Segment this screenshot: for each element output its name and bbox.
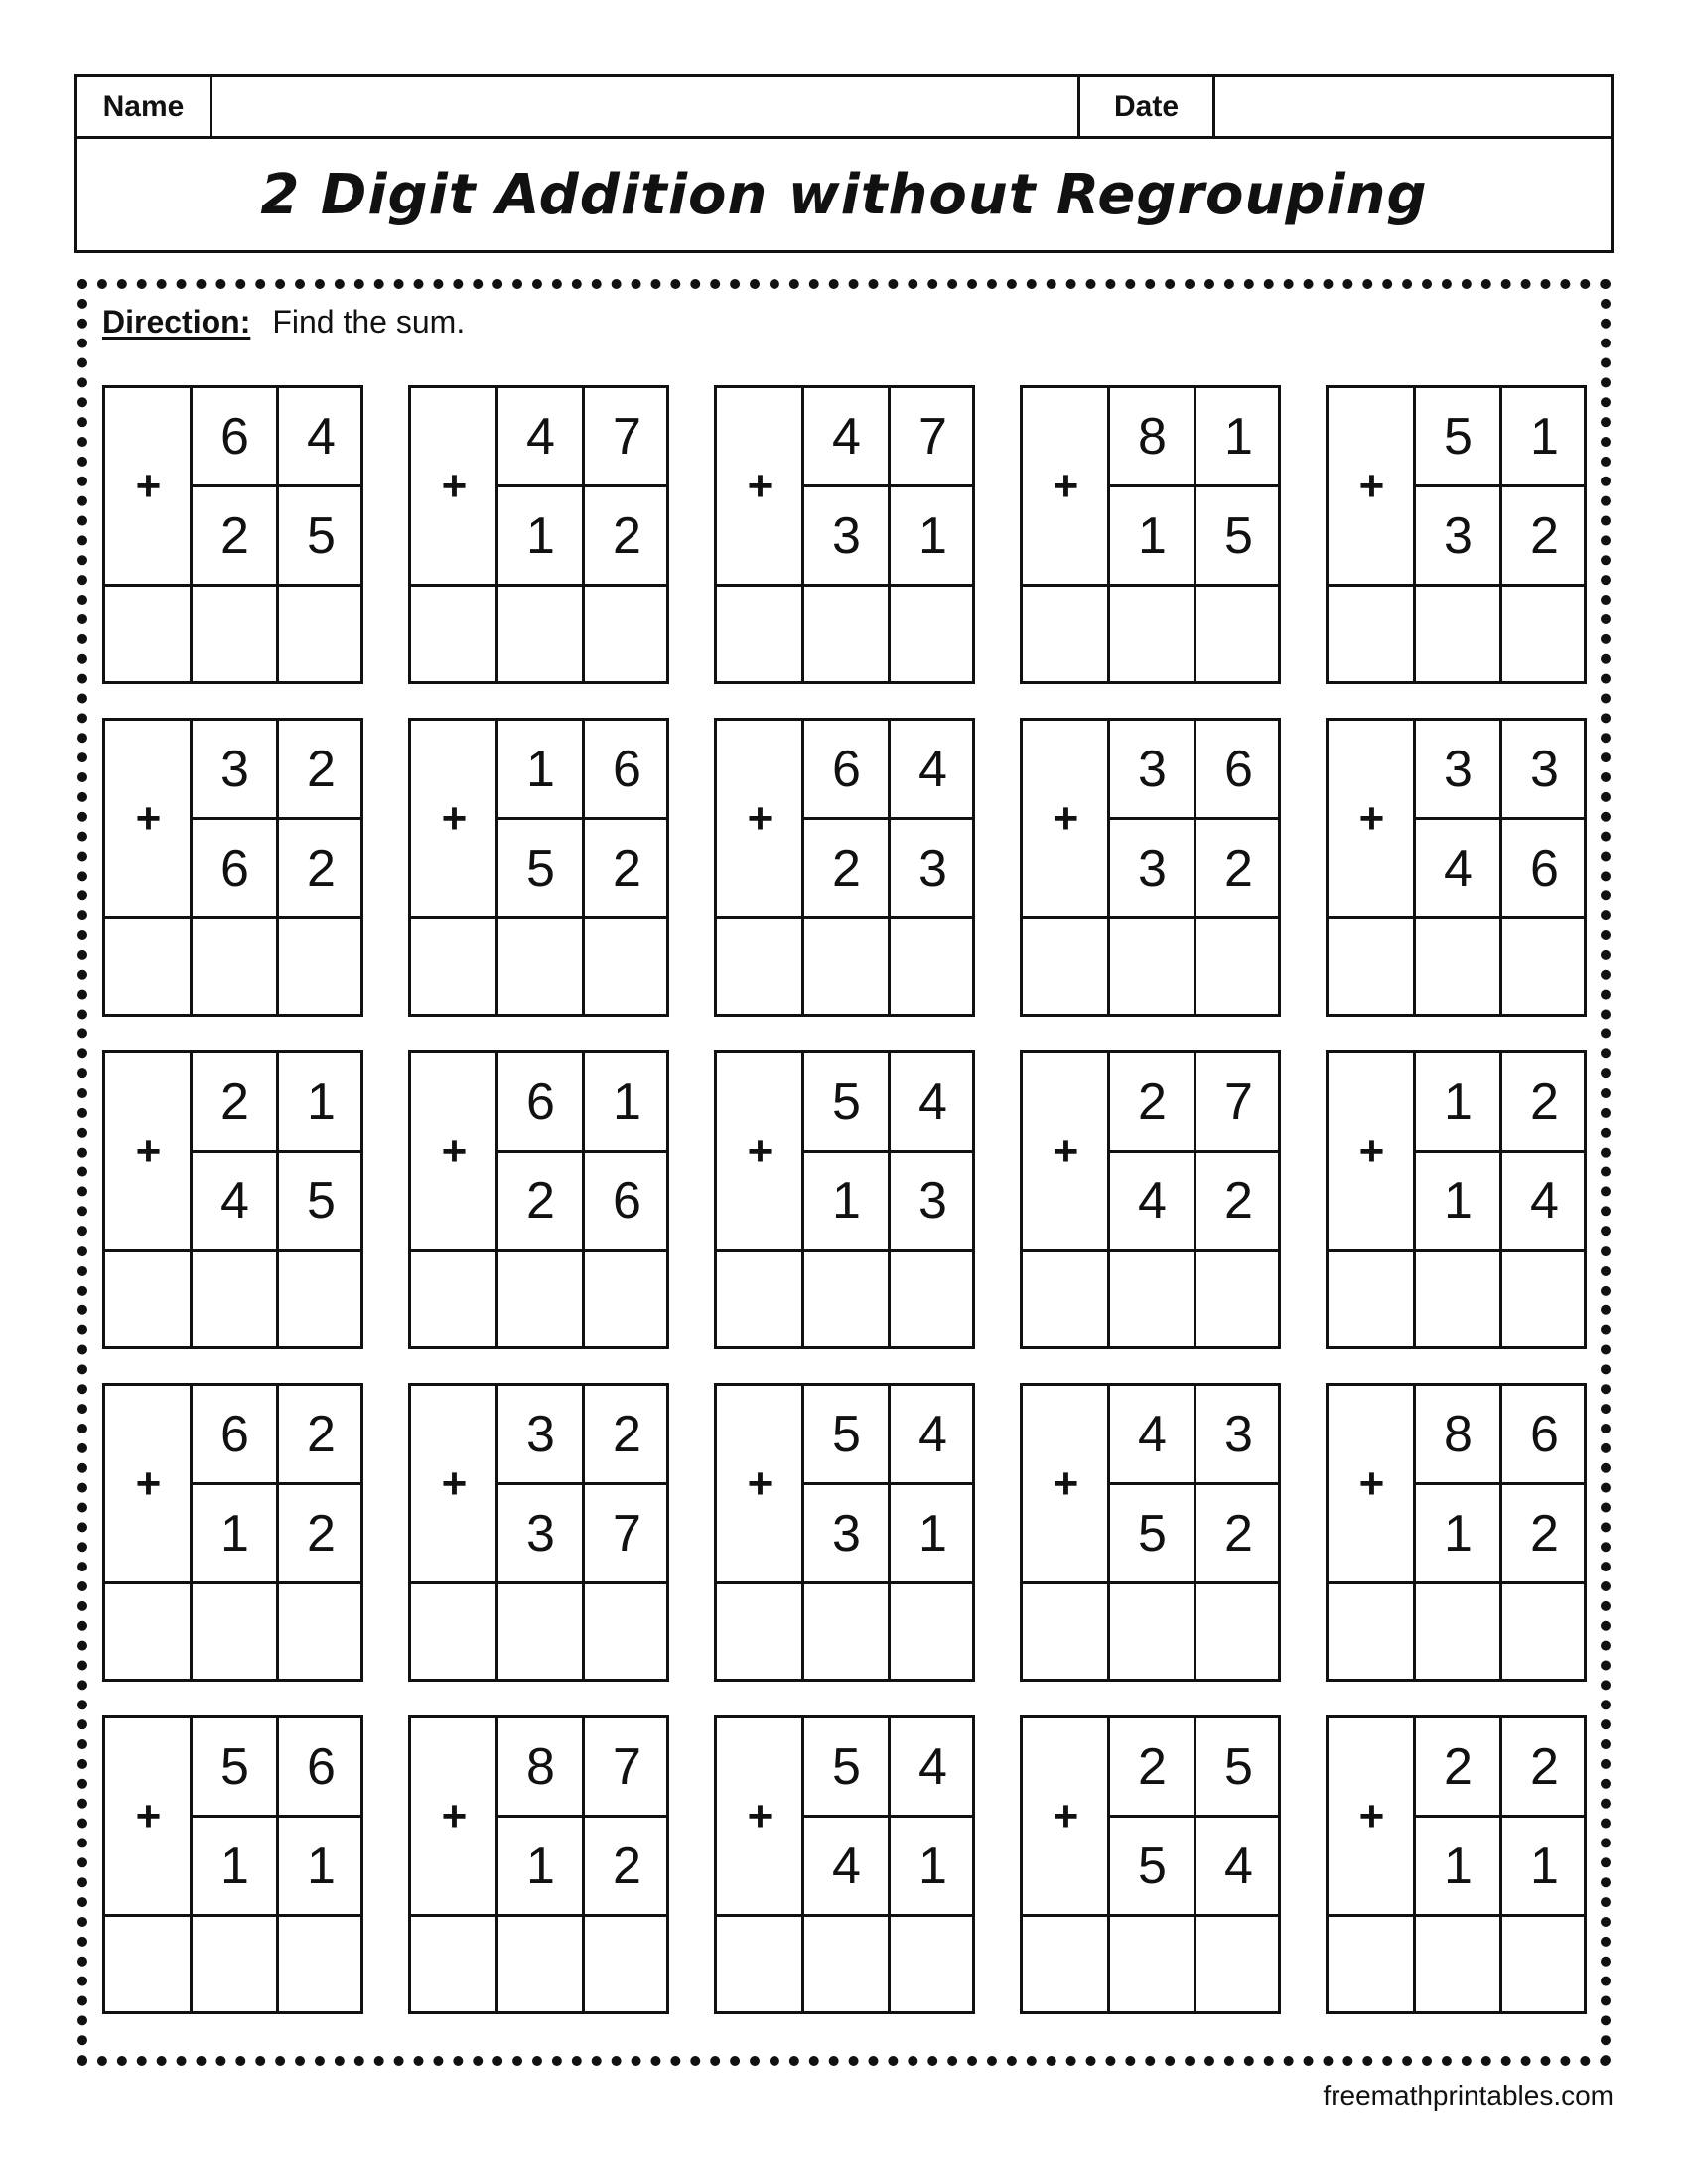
addend-top-tens: 8 [1138,408,1167,466]
addend-bottom-tens: 5 [1138,1838,1167,1895]
plus-sign: + [1053,1792,1079,1841]
addend-top-tens: 5 [1444,408,1473,466]
answer-cell-ones[interactable] [1196,587,1278,681]
addend-top-tens: 1 [526,741,555,798]
addend-top-tens: 3 [1138,741,1167,798]
addend-bottom-ones: 3 [918,1172,947,1230]
answer-cell-ones[interactable] [585,587,666,681]
answer-cell-hundreds[interactable] [717,1252,801,1346]
problem-box [1020,1715,1281,2014]
answer-cell-tens[interactable] [1110,1917,1194,2011]
date-field[interactable] [1215,77,1611,136]
addend-bottom-ones: 2 [1224,840,1253,897]
addend-bottom-tens: 3 [832,507,861,565]
addend-top-ones: 4 [918,1073,947,1131]
plus-sign: + [747,1792,774,1841]
addend-top-tens: 6 [220,1406,249,1463]
plus-sign: + [441,1792,468,1841]
addend-bottom-tens: 1 [1444,1172,1473,1230]
addend-top-tens: 4 [526,408,555,466]
plus-sign: + [1358,1792,1385,1841]
answer-cell-ones[interactable] [891,1252,972,1346]
plus-sign: + [441,462,468,510]
problem-box [714,718,975,1017]
answer-cell-ones[interactable] [585,1584,666,1679]
worksheet-title: 2 Digit Addition without Regrouping [260,162,1428,227]
addend-bottom-ones: 2 [307,840,336,897]
plus-sign: + [1053,794,1079,843]
addend-top-ones: 6 [613,741,641,798]
addend-bottom-tens: 5 [1138,1505,1167,1563]
addend-bottom-ones: 1 [918,1838,947,1895]
addend-top-ones: 7 [613,408,641,466]
problem-box [1326,1383,1587,1682]
answer-cell-hundreds[interactable] [717,1584,801,1679]
addend-bottom-tens: 1 [1444,1838,1473,1895]
addend-top-tens: 3 [526,1406,555,1463]
name-field[interactable] [212,77,1080,136]
addend-top-ones: 1 [1530,408,1559,466]
addend-top-ones: 4 [918,1406,947,1463]
addend-bottom-tens: 1 [1138,507,1167,565]
addend-bottom-ones: 2 [613,1838,641,1895]
addend-top-ones: 1 [1224,408,1253,466]
problem-box [1326,718,1587,1017]
addend-bottom-ones: 6 [1530,840,1559,897]
addend-top-ones: 2 [307,741,336,798]
answer-cell-tens[interactable] [498,1252,582,1346]
addend-top-ones: 6 [307,1738,336,1796]
addend-top-ones: 3 [1530,741,1559,798]
answer-cell-ones[interactable] [891,587,972,681]
answer-cell-tens[interactable] [804,919,888,1014]
answer-cell-hundreds[interactable] [411,1917,495,2011]
answer-cell-ones[interactable] [585,919,666,1014]
direction [102,304,465,341]
answer-cell-hundreds[interactable] [1023,1584,1107,1679]
answer-cell-hundreds[interactable] [1023,919,1107,1014]
addend-bottom-ones: 1 [918,507,947,565]
plus-sign: + [1358,794,1385,843]
addend-bottom-tens: 5 [526,840,555,897]
answer-cell-tens[interactable] [498,919,582,1014]
plus-sign: + [135,1127,162,1175]
addend-top-tens: 6 [832,741,861,798]
answer-cell-hundreds[interactable] [717,919,801,1014]
addend-top-ones: 2 [1530,1073,1559,1131]
addend-top-tens: 5 [832,1406,861,1463]
addend-top-tens: 2 [220,1073,249,1131]
addend-top-tens: 2 [1444,1738,1473,1796]
addend-top-tens: 6 [220,408,249,466]
addend-top-tens: 2 [1138,1073,1167,1131]
plus-sign: + [1053,1459,1079,1508]
addend-top-ones: 2 [613,1406,641,1463]
addend-top-ones: 4 [307,408,336,466]
answer-cell-hundreds[interactable] [411,1584,495,1679]
addend-top-tens: 8 [526,1738,555,1796]
problem-box [714,1715,975,2014]
plus-sign: + [1358,1127,1385,1175]
worksheet-header [74,74,1614,253]
answer-cell-ones[interactable] [1502,919,1584,1014]
problem-box [1020,1050,1281,1349]
answer-cell-hundreds[interactable] [105,1917,190,2011]
addend-top-ones: 1 [307,1073,336,1131]
answer-cell-tens[interactable] [193,919,276,1014]
answer-cell-hundreds[interactable] [1329,1584,1413,1679]
answer-cell-hundreds[interactable] [1023,587,1107,681]
answer-cell-tens[interactable] [1416,1917,1499,2011]
addend-top-ones: 3 [1224,1406,1253,1463]
addend-top-ones: 2 [307,1406,336,1463]
answer-cell-hundreds[interactable] [1329,1252,1413,1346]
addend-top-ones: 4 [918,741,947,798]
plus-sign: + [135,462,162,510]
problem-grid [102,385,1587,2014]
addend-bottom-ones: 1 [307,1838,336,1895]
answer-cell-hundreds[interactable] [717,1917,801,2011]
problem-box [408,1383,669,1682]
answer-cell-tens[interactable] [498,1584,582,1679]
addend-bottom-tens: 1 [832,1172,861,1230]
plus-sign: + [747,794,774,843]
plus-sign: + [1358,462,1385,510]
problem-box [1020,1383,1281,1682]
problem-box [1326,385,1587,684]
addend-bottom-ones: 5 [307,1172,336,1230]
addend-bottom-ones: 2 [1224,1505,1253,1563]
addend-bottom-ones: 2 [613,840,641,897]
answer-cell-tens[interactable] [193,1252,276,1346]
answer-cell-tens[interactable] [804,587,888,681]
addend-bottom-tens: 2 [220,507,249,565]
problem-box [102,718,363,1017]
answer-cell-hundreds[interactable] [1023,1917,1107,2011]
plus-sign: + [747,462,774,510]
answer-cell-ones[interactable] [279,919,360,1014]
addend-bottom-tens: 1 [220,1838,249,1895]
answer-cell-tens[interactable] [498,1917,582,2011]
answer-cell-ones[interactable] [1196,1584,1278,1679]
addend-top-tens: 6 [526,1073,555,1131]
addend-bottom-ones: 2 [1530,1505,1559,1563]
answer-cell-tens[interactable] [804,1252,888,1346]
addend-top-ones: 2 [1530,1738,1559,1796]
addend-bottom-tens: 3 [1138,840,1167,897]
answer-cell-hundreds[interactable] [411,1252,495,1346]
addend-top-tens: 4 [832,408,861,466]
problem-box [102,1715,363,2014]
answer-cell-ones[interactable] [891,1584,972,1679]
addend-bottom-tens: 1 [220,1505,249,1563]
problem-box [714,1050,975,1349]
problem-box [408,385,669,684]
answer-cell-hundreds[interactable] [105,919,190,1014]
answer-cell-tens[interactable] [804,1917,888,2011]
plus-sign: + [1053,462,1079,510]
answer-cell-tens[interactable] [193,1917,276,2011]
name-label: Name [77,77,212,136]
addend-top-tens: 8 [1444,1406,1473,1463]
answer-cell-hundreds[interactable] [105,1252,190,1346]
answer-cell-ones[interactable] [279,1584,360,1679]
addend-bottom-ones: 1 [1530,1838,1559,1895]
answer-cell-hundreds[interactable] [105,587,190,681]
answer-cell-ones[interactable] [1502,1584,1584,1679]
problem-box [1326,1715,1587,2014]
answer-cell-ones[interactable] [1196,919,1278,1014]
answer-cell-tens[interactable] [1416,919,1499,1014]
addend-top-ones: 1 [613,1073,641,1131]
answer-cell-ones[interactable] [1502,587,1584,681]
addend-bottom-ones: 1 [918,1505,947,1563]
answer-cell-ones[interactable] [279,1252,360,1346]
addend-top-tens: 3 [220,741,249,798]
addend-bottom-tens: 4 [220,1172,249,1230]
answer-cell-hundreds[interactable] [717,587,801,681]
answer-cell-hundreds[interactable] [1329,1917,1413,2011]
answer-cell-tens[interactable] [498,587,582,681]
answer-cell-tens[interactable] [1416,1584,1499,1679]
problem-box [1020,385,1281,684]
addend-bottom-tens: 1 [526,1838,555,1895]
addend-top-tens: 5 [220,1738,249,1796]
answer-cell-tens[interactable] [1416,587,1499,681]
answer-cell-ones[interactable] [585,1917,666,2011]
plus-sign: + [1053,1127,1079,1175]
answer-cell-ones[interactable] [891,1917,972,2011]
addend-bottom-ones: 2 [613,507,641,565]
answer-cell-ones[interactable] [1502,1252,1584,1346]
addend-bottom-ones: 5 [1224,507,1253,565]
answer-cell-tens[interactable] [193,1584,276,1679]
plus-sign: + [135,1792,162,1841]
addend-bottom-tens: 2 [526,1172,555,1230]
addend-bottom-ones: 2 [1530,507,1559,565]
addend-top-tens: 5 [832,1738,861,1796]
addend-top-tens: 3 [1444,741,1473,798]
answer-cell-tens[interactable] [1110,1252,1194,1346]
answer-cell-hundreds[interactable] [1023,1252,1107,1346]
problem-box [714,1383,975,1682]
answer-cell-hundreds[interactable] [411,919,495,1014]
answer-cell-tens[interactable] [804,1584,888,1679]
addend-bottom-tens: 6 [220,840,249,897]
addend-bottom-tens: 3 [832,1505,861,1563]
answer-cell-ones[interactable] [1196,1917,1278,2011]
answer-cell-ones[interactable] [891,919,972,1014]
problem-box [408,1715,669,2014]
problem-box [1326,1050,1587,1349]
answer-cell-tens[interactable] [1110,1584,1194,1679]
plus-sign: + [441,794,468,843]
addend-bottom-ones: 3 [918,840,947,897]
addend-top-ones: 6 [1530,1406,1559,1463]
plus-sign: + [441,1459,468,1508]
answer-cell-ones[interactable] [1502,1917,1584,2011]
problem-box [102,1050,363,1349]
answer-cell-ones[interactable] [1196,1252,1278,1346]
addend-top-ones: 7 [918,408,947,466]
date-label: Date [1080,77,1215,136]
answer-cell-tens[interactable] [1416,1252,1499,1346]
answer-cell-hundreds[interactable] [1329,919,1413,1014]
addend-bottom-ones: 2 [307,1505,336,1563]
problem-box [408,718,669,1017]
addend-bottom-tens: 2 [832,840,861,897]
problem-box [102,1383,363,1682]
name-date-row [77,77,1611,139]
addend-bottom-ones: 6 [613,1172,641,1230]
addend-bottom-ones: 4 [1224,1838,1253,1895]
answer-cell-ones[interactable] [585,1252,666,1346]
answer-cell-ones[interactable] [279,1917,360,2011]
plus-sign: + [747,1127,774,1175]
answer-cell-tens[interactable] [1110,587,1194,681]
addend-top-tens: 5 [832,1073,861,1131]
problem-box [408,1050,669,1349]
addend-bottom-tens: 4 [1444,840,1473,897]
addend-top-ones: 5 [1224,1738,1253,1796]
addend-top-tens: 1 [1444,1073,1473,1131]
answer-cell-hundreds[interactable] [1329,587,1413,681]
addend-top-tens: 2 [1138,1738,1167,1796]
addend-bottom-tens: 3 [1444,507,1473,565]
answer-cell-hundreds[interactable] [411,587,495,681]
addend-top-ones: 6 [1224,741,1253,798]
answer-cell-ones[interactable] [279,587,360,681]
addend-top-ones: 4 [918,1738,947,1796]
addend-bottom-tens: 1 [526,507,555,565]
addend-bottom-tens: 4 [832,1838,861,1895]
problem-box [1020,718,1281,1017]
direction-label: Direction: [102,304,251,340]
addend-bottom-ones: 2 [1224,1172,1253,1230]
answer-cell-hundreds[interactable] [105,1584,190,1679]
addend-top-ones: 7 [613,1738,641,1796]
addend-bottom-ones: 4 [1530,1172,1559,1230]
problem-box [102,385,363,684]
answer-cell-tens[interactable] [1110,919,1194,1014]
addend-bottom-ones: 5 [307,507,336,565]
addend-top-ones: 7 [1224,1073,1253,1131]
website-credit: freemathprintables.com [1323,2080,1614,2111]
addend-top-tens: 4 [1138,1406,1167,1463]
addend-bottom-tens: 4 [1138,1172,1167,1230]
plus-sign: + [441,1127,468,1175]
addend-bottom-tens: 3 [526,1505,555,1563]
plus-sign: + [135,794,162,843]
problem-box [714,385,975,684]
direction-text: Find the sum. [272,304,466,340]
addend-bottom-tens: 1 [1444,1505,1473,1563]
plus-sign: + [1358,1459,1385,1508]
plus-sign: + [747,1459,774,1508]
addend-bottom-ones: 7 [613,1505,641,1563]
plus-sign: + [135,1459,162,1508]
answer-cell-tens[interactable] [193,587,276,681]
